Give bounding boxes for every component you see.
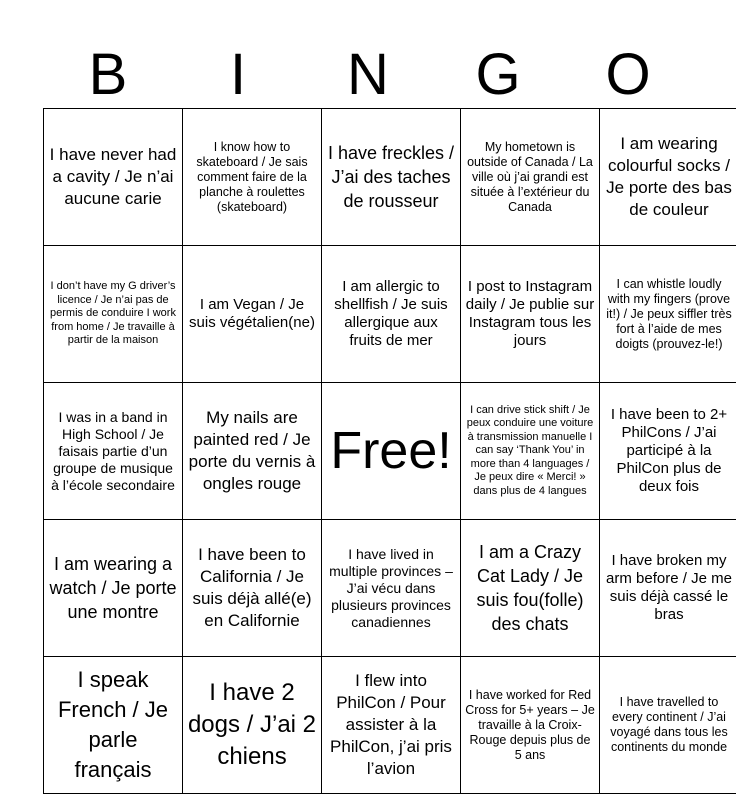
bingo-cell[interactable]: I am wearing a watch / Je porte une montre: [44, 520, 183, 657]
grid-row: [44, 109, 736, 246]
bingo-cell[interactable]: I have never had a cavity / Je n’ai aucune carie: [44, 109, 183, 246]
bingo-cell[interactable]: I am a Crazy Cat Lady / Je suis fou(folle) des chats: [461, 520, 600, 657]
header-letter-g: G: [475, 42, 521, 107]
header-letter-n: N: [347, 42, 389, 107]
grid-row: [44, 246, 736, 383]
grid-row: [44, 520, 736, 657]
bingo-cell[interactable]: My hometown is outside of Canada / La ville où j’ai grandi est située à l’extérieur du Canada: [461, 109, 600, 246]
bingo-cell[interactable]: I speak French / Je parle français: [44, 657, 183, 794]
bingo-cell[interactable]: I can drive stick shift / Je peux conduire une voiture à transmission manuelle I can say ‘Thank You’ in more than 4 languages / Je peux dire « Merci! » dans plus de 4 langues: [461, 383, 600, 520]
bingo-cell[interactable]: I have lived in multiple provinces – J’ai vécu dans plusieurs provinces canadiennes: [322, 520, 461, 657]
header-letter-b: B: [88, 42, 128, 107]
grid-row: [44, 657, 736, 794]
bingo-cell[interactable]: I know how to skateboard / Je sais comment faire de la planche à roulettes (skateboard): [183, 109, 322, 246]
bingo-cell[interactable]: I have 2 dogs / J’ai 2 chiens: [183, 657, 322, 794]
bingo-cell[interactable]: I have broken my arm before / Je me suis déjà cassé le bras: [600, 520, 736, 657]
bingo-cell[interactable]: My nails are painted red / Je porte du vernis à ongles rouge: [183, 383, 322, 520]
bingo-cell[interactable]: I am allergic to shellfish / Je suis allergique aux fruits de mer: [322, 246, 461, 383]
grid-row: [44, 383, 736, 520]
bingo-cell[interactable]: I don’t have my G driver’s licence / Je n’ai pas de permis de conduire I work from home / Je travaille à partir de la maison: [44, 246, 183, 383]
bingo-cell[interactable]: I am Vegan / Je suis végétalien(ne): [183, 246, 322, 383]
bingo-cell[interactable]: I post to Instagram daily / Je publie sur Instagram tous les jours: [461, 246, 600, 383]
bingo-cell[interactable]: I am wearing colourful socks / Je porte des bas de couleur: [600, 109, 736, 246]
bingo-cell[interactable]: I was in a band in High School / Je faisais partie d’un groupe de musique à l’école secondaire: [44, 383, 183, 520]
header-letter-i: I: [229, 42, 247, 107]
bingo-header: [43, 40, 693, 110]
bingo-cell[interactable]: I have freckles / J’ai des taches de rousseur: [322, 109, 461, 246]
bingo-cell[interactable]: I have travelled to every continent / J’ai voyagé dans tous les continents du monde: [600, 657, 736, 794]
bingo-cell[interactable]: I have been to 2+ PhilCons / J’ai participé à la PhilCon plus de deux fois: [600, 383, 736, 520]
free-cell[interactable]: Free!: [322, 383, 461, 520]
header-letter-o: O: [605, 42, 651, 107]
bingo-cell[interactable]: I flew into PhilCon / Pour assister à la PhilCon, j’ai pris l’avion: [322, 657, 461, 794]
bingo-cell[interactable]: I have worked for Red Cross for 5+ years – Je travaille à la Croix-Rouge depuis plus de 5 ans: [461, 657, 600, 794]
bingo-cell[interactable]: I have been to California / Je suis déjà allé(e) en Californie: [183, 520, 322, 657]
bingo-grid: [43, 108, 736, 794]
bingo-cell[interactable]: I can whistle loudly with my fingers (prove it!) / Je peux siffler très fort à l’aide de mes doigts (prouvez-le!): [600, 246, 736, 383]
